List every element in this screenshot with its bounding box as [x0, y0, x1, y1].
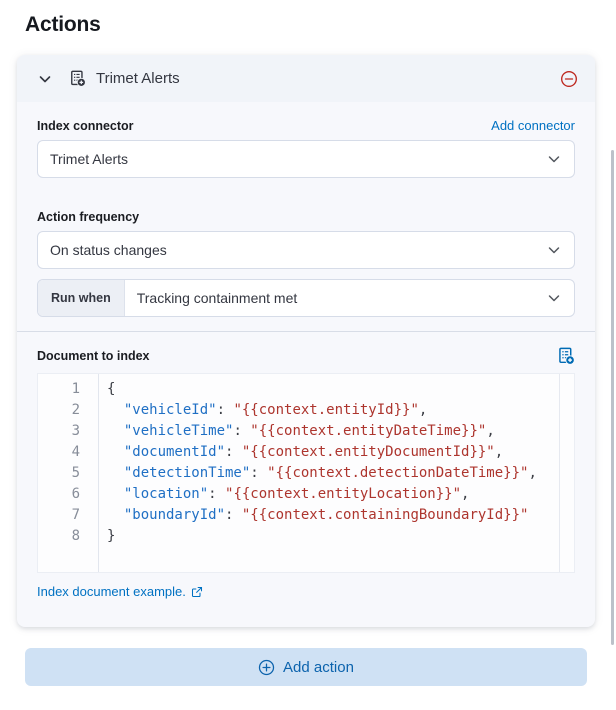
external-link-icon	[191, 586, 203, 598]
code-lines	[38, 374, 574, 547]
remove-action-button[interactable]	[558, 68, 580, 90]
code-text: "location": "{{context.entityLocation}}",	[123, 486, 470, 502]
line-number: 1	[71, 381, 80, 397]
json-editor[interactable]	[37, 373, 575, 573]
line-number: 8	[71, 528, 80, 544]
run-when-value: Tracking containment met	[136, 290, 298, 306]
accordion-title: Trimet Alerts	[96, 70, 180, 87]
page-scrollbar-thumb[interactable]	[611, 150, 614, 645]
code-line	[38, 505, 574, 526]
plus-in-circle-icon	[258, 659, 275, 676]
code-text: "documentId": "{{context.entityDocumentId}}",	[123, 444, 504, 460]
action-accordion-card	[17, 55, 595, 627]
code-line	[38, 400, 574, 421]
chevron-down-icon	[546, 151, 562, 167]
action-frequency-value: On status changes	[50, 242, 167, 258]
section-divider	[17, 331, 595, 332]
add-action-label: Add action	[283, 658, 354, 676]
index-document-example-label: Index document example.	[37, 584, 186, 599]
accordion-header[interactable]	[17, 55, 595, 102]
index-connector-value: Trimet Alerts	[50, 151, 129, 167]
line-number: 4	[71, 444, 80, 460]
action-frequency-label: Action frequency	[37, 210, 140, 224]
line-number: 5	[71, 465, 80, 481]
code-text: "vehicleId": "{{context.entityId}}",	[123, 402, 428, 418]
code-text: {	[107, 381, 116, 397]
code-text: }	[107, 528, 116, 544]
code-line	[38, 442, 574, 463]
action-frequency-select[interactable]	[37, 231, 575, 269]
add-connector-link[interactable]: Add connector	[491, 118, 575, 133]
code-text: "boundaryId": "{{context.containingBoundaryId}}"	[123, 507, 529, 523]
index-connector-select[interactable]	[37, 140, 575, 178]
code-line	[38, 379, 574, 400]
chevron-down-icon	[546, 242, 562, 258]
page-title: Actions	[25, 13, 101, 36]
index-document-icon	[69, 70, 86, 87]
add-variable-button[interactable]	[557, 347, 575, 365]
code-line	[38, 463, 574, 484]
run-when-select[interactable]	[125, 280, 574, 316]
code-line	[38, 421, 574, 442]
line-number: 6	[71, 486, 80, 502]
line-number: 3	[71, 423, 80, 439]
run-when-group	[37, 279, 575, 317]
chevron-down-icon	[546, 290, 562, 306]
line-number: 2	[71, 402, 80, 418]
accordion-body	[17, 102, 595, 627]
code-text: "vehicleTime": "{{context.entityDateTime}}",	[123, 423, 495, 439]
code-text: "detectionTime": "{{context.detectionDateTime}}",	[123, 465, 537, 481]
minus-in-circle-icon	[560, 70, 578, 88]
chevron-down-icon[interactable]	[34, 68, 56, 90]
add-action-button[interactable]	[25, 648, 587, 686]
index-connector-label: Index connector	[37, 119, 134, 133]
document-to-index-label: Document to index	[37, 349, 150, 363]
code-line	[38, 484, 574, 505]
index-document-example-link[interactable]	[37, 584, 203, 599]
run-when-label: Run when	[38, 280, 125, 316]
index-plus-icon	[557, 347, 575, 365]
line-number: 7	[71, 507, 80, 523]
code-line	[38, 526, 574, 547]
